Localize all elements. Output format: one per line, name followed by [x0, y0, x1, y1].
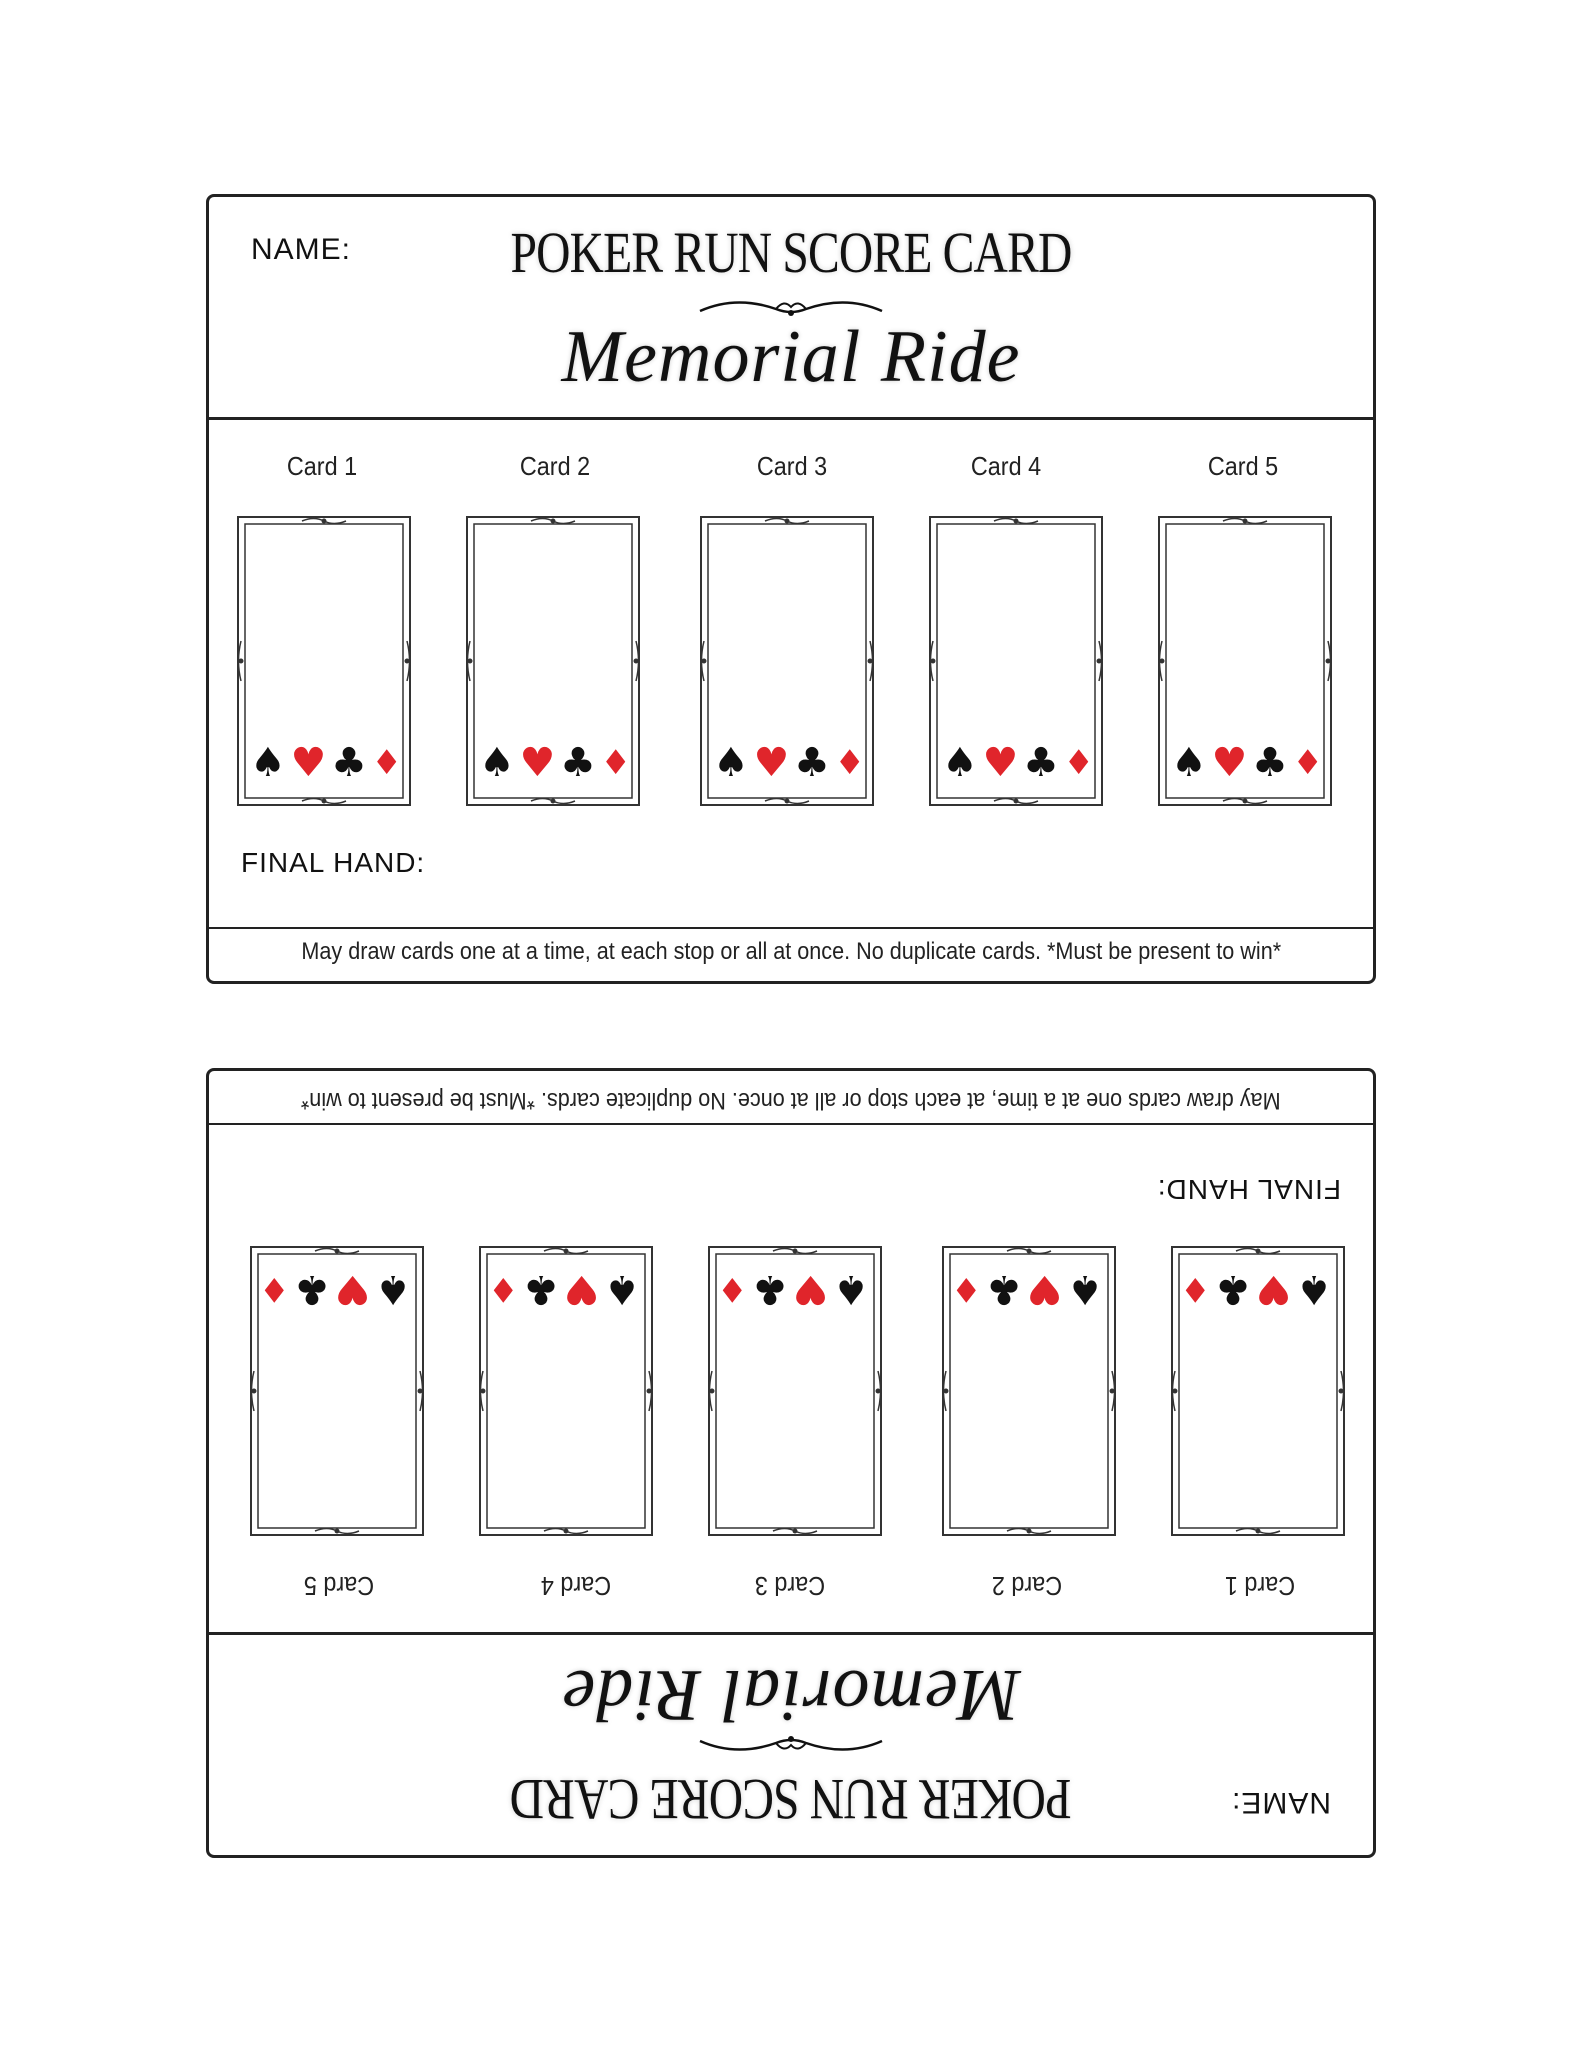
card-label-3: Card 3: [756, 451, 828, 481]
diamond-icon: ♦: [600, 743, 631, 783]
suit-row: [713, 740, 865, 786]
name-label: NAME:: [251, 233, 352, 266]
spade-icon: ♠: [1067, 1266, 1103, 1312]
playing-card-slot-3: [699, 515, 875, 807]
club-icon: ♣: [523, 1266, 559, 1312]
suit-row: [942, 740, 1094, 786]
name-label: NAME:: [1230, 1786, 1331, 1819]
title: POKER RUN SCORE CARD: [510, 220, 1072, 285]
playing-card-slot-2: [465, 515, 641, 807]
score-card-bottom-inverted: [206, 1068, 1376, 1858]
spade-icon: ♠: [375, 1266, 411, 1312]
heart-icon: ♥: [1026, 1266, 1063, 1312]
rules-footer: [209, 927, 1373, 983]
card-label-4: Card 4: [540, 1571, 612, 1601]
card-label-1: Card 1: [286, 451, 358, 481]
heart-icon: ♥: [290, 740, 327, 786]
suit-row: [259, 1266, 411, 1312]
heart-icon: ♥: [982, 740, 1019, 786]
playing-card-slot-3: [707, 1245, 883, 1537]
final-hand-label: FINAL HAND:: [1156, 1174, 1341, 1205]
card-label-5: Card 5: [303, 1571, 375, 1601]
playing-card-slot-1: [236, 515, 412, 807]
suit-row: [488, 1266, 640, 1312]
club-icon: ♣: [1215, 1266, 1251, 1312]
card-label-4: Card 4: [970, 451, 1042, 481]
card-header: [209, 1632, 1373, 1855]
diamond-icon: ♦: [717, 1269, 748, 1309]
subtitle: Memorial Ride: [561, 1654, 1021, 1736]
rules-text: May draw cards one at a time, at each stop or all at once. No duplicate cards. *Must be present to win*: [301, 1087, 1281, 1114]
spade-icon: ♠: [942, 740, 978, 786]
suit-row: [1171, 740, 1323, 786]
heart-icon: ♥: [563, 1266, 600, 1312]
spade-icon: ♠: [833, 1266, 869, 1312]
playing-card-slot-4: [478, 1245, 654, 1537]
card-label-5: Card 5: [1207, 451, 1279, 481]
diamond-icon: ♦: [834, 743, 865, 783]
club-icon: ♣: [294, 1266, 330, 1312]
heart-icon: ♥: [792, 1266, 829, 1312]
card-header: [209, 197, 1373, 420]
diamond-icon: ♦: [1063, 743, 1094, 783]
subtitle: Memorial Ride: [561, 316, 1021, 398]
playing-card-slot-5: [1157, 515, 1333, 807]
suit-row: [479, 740, 631, 786]
diamond-icon: ♦: [371, 743, 402, 783]
rules-text: May draw cards one at a time, at each stop or all at once. No duplicate cards. *Must be present to win*: [301, 938, 1281, 965]
club-icon: ♣: [986, 1266, 1022, 1312]
heart-icon: ♥: [753, 740, 790, 786]
club-icon: ♣: [1252, 740, 1288, 786]
playing-card-slot-2: [941, 1245, 1117, 1537]
card-label-1: Card 1: [1224, 1571, 1296, 1601]
spade-icon: ♠: [479, 740, 515, 786]
rules-footer: [209, 1069, 1373, 1125]
spade-icon: ♠: [1171, 740, 1207, 786]
diamond-icon: ♦: [1180, 1269, 1211, 1309]
suit-row: [951, 1266, 1103, 1312]
heart-icon: ♥: [1255, 1266, 1292, 1312]
spade-icon: ♠: [604, 1266, 640, 1312]
heart-icon: ♥: [1211, 740, 1248, 786]
club-icon: ♣: [560, 740, 596, 786]
title: POKER RUN SCORE CARD: [510, 1767, 1072, 1832]
diamond-icon: ♦: [1292, 743, 1323, 783]
score-card-top: [206, 194, 1376, 984]
club-icon: ♣: [752, 1266, 788, 1312]
club-icon: ♣: [794, 740, 830, 786]
heart-icon: ♥: [519, 740, 556, 786]
club-icon: ♣: [331, 740, 367, 786]
spade-icon: ♠: [1296, 1266, 1332, 1312]
card-label-3: Card 3: [754, 1571, 826, 1601]
playing-card-slot-4: [928, 515, 1104, 807]
suit-row: [250, 740, 402, 786]
club-icon: ♣: [1023, 740, 1059, 786]
diamond-icon: ♦: [488, 1269, 519, 1309]
heart-icon: ♥: [334, 1266, 371, 1312]
suit-row: [1180, 1266, 1332, 1312]
spade-icon: ♠: [713, 740, 749, 786]
diamond-icon: ♦: [259, 1269, 290, 1309]
spade-icon: ♠: [250, 740, 286, 786]
diamond-icon: ♦: [951, 1269, 982, 1309]
playing-card-slot-5: [249, 1245, 425, 1537]
suit-row: [717, 1266, 869, 1312]
card-label-2: Card 2: [519, 451, 591, 481]
playing-card-slot-1: [1170, 1245, 1346, 1537]
final-hand-label: FINAL HAND:: [241, 847, 426, 878]
card-label-2: Card 2: [991, 1571, 1063, 1601]
